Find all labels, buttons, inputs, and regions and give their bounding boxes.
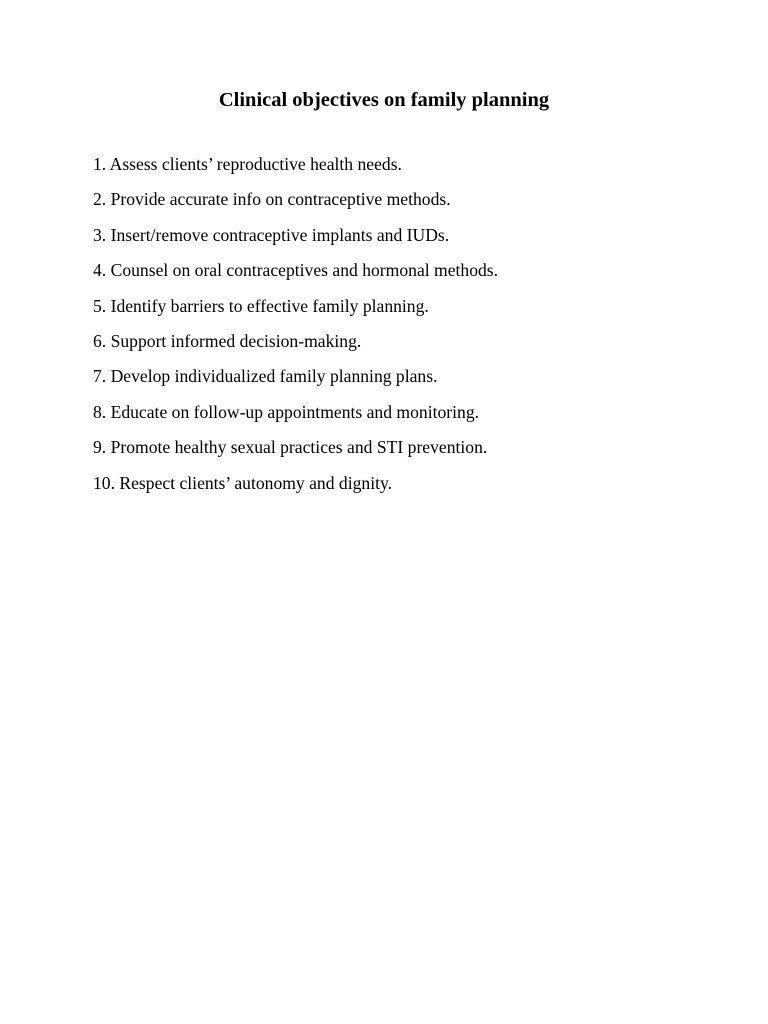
objective-item-6: 6. Support informed decision-making.	[93, 330, 362, 351]
objective-item-7: 7. Develop individualized family planning plans.	[93, 366, 438, 387]
objective-item-4: 4. Counsel on oral contraceptives and hormonal methods.	[93, 260, 499, 281]
objective-item-3: 3. Insert/remove contraceptive implants and IUDs.	[93, 224, 450, 245]
objective-item-2: 2. Provide accurate info on contraceptive methods.	[93, 189, 451, 210]
objective-item-9: 9. Promote healthy sexual practices and STI prevention.	[93, 437, 488, 458]
objectives-list	[93, 153, 498, 507]
objective-item-10: 10. Respect clients’ autonomy and dignity.	[93, 472, 393, 493]
objective-item-8: 8. Educate on follow-up appointments and monitoring.	[93, 401, 480, 422]
objective-item-5: 5. Identify barriers to effective family planning.	[93, 295, 429, 316]
document-title: Clinical objectives on family planning	[218, 89, 550, 111]
objective-item-1: 1. Assess clients’ reproductive health needs.	[93, 154, 402, 174]
